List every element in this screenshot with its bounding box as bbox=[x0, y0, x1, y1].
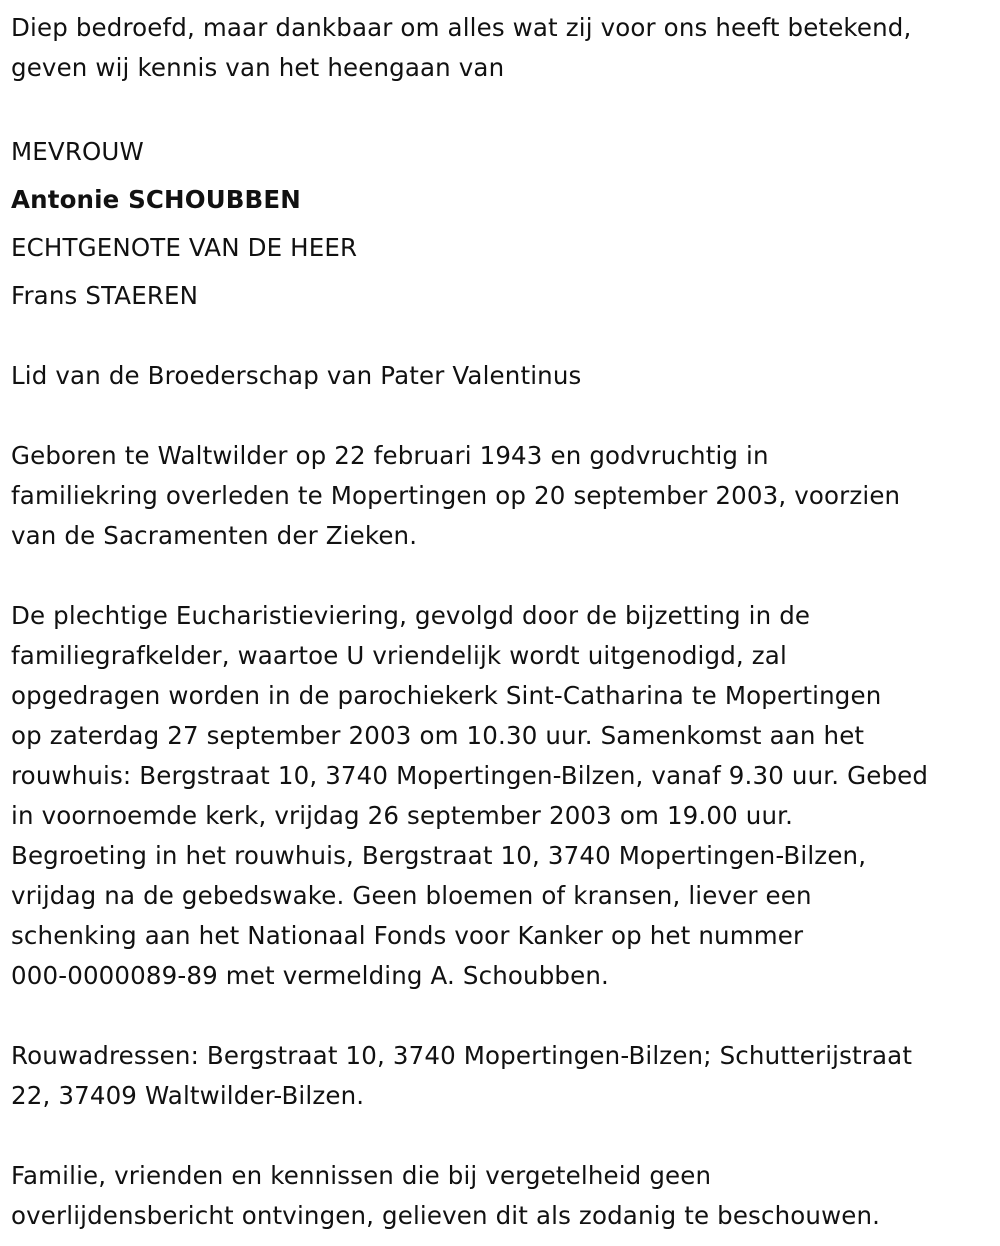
ceremony-paragraph bbox=[11, 596, 1000, 996]
paragraph-line: schenking aan het Nationaal Fonds voor Kanker op het nummer bbox=[11, 921, 804, 950]
closing-paragraph bbox=[11, 1156, 1000, 1236]
paragraph-line: Rouwadressen: Bergstraat 10, 3740 Mopertingen-Bilzen; Schutterijstraat bbox=[11, 1041, 913, 1070]
deceased-block bbox=[11, 128, 1000, 320]
paragraph-line: op zaterdag 27 september 2003 om 10.30 uur. Samenkomst aan het bbox=[11, 721, 865, 750]
addresses-paragraph bbox=[11, 1036, 1000, 1116]
paragraph-line: Familie, vrienden en kennissen die bij vergetelheid geen bbox=[11, 1161, 712, 1190]
paragraph-line: vrijdag na de gebedswake. Geen bloemen of kransen, liever een bbox=[11, 881, 812, 910]
spouse-name: Frans STAEREN bbox=[11, 281, 199, 310]
paragraph-line: Begroeting in het rouwhuis, Bergstraat 10, 3740 Mopertingen-Bilzen, bbox=[11, 841, 867, 870]
intro-line: geven wij kennis van het heengaan van bbox=[11, 53, 505, 82]
paragraph-line: 000-0000089-89 met vermelding A. Schoubben. bbox=[11, 961, 609, 990]
paragraph-line: van de Sacramenten der Zieken. bbox=[11, 521, 418, 550]
paragraph-line: 22, 37409 Waltwilder-Bilzen. bbox=[11, 1081, 365, 1110]
birth-death-paragraph bbox=[11, 436, 1000, 556]
paragraph-line: opgedragen worden in de parochiekerk Sint-Catharina te Mopertingen bbox=[11, 681, 882, 710]
deceased-title: MEVROUW bbox=[11, 137, 144, 166]
paragraph-line: Geboren te Waltwilder op 22 februari 1943 en godvruchtig in bbox=[11, 441, 769, 470]
paragraph-line: De plechtige Eucharistieviering, gevolgd door de bijzetting in de bbox=[11, 601, 811, 630]
intro-paragraph bbox=[11, 8, 1000, 88]
membership-text: Lid van de Broederschap van Pater Valentinus bbox=[11, 361, 582, 390]
paragraph-line: overlijdensbericht ontvingen, gelieven dit als zodanig te beschouwen. bbox=[11, 1201, 881, 1230]
paragraph-line: rouwhuis: Bergstraat 10, 3740 Mopertingen-Bilzen, vanaf 9.30 uur. Gebed bbox=[11, 761, 929, 790]
paragraph-line: in voornoemde kerk, vrijdag 26 september 2003 om 19.00 uur. bbox=[11, 801, 794, 830]
intro-line: Diep bedroefd, maar dankbaar om alles wat zij voor ons heeft betekend, bbox=[11, 13, 912, 42]
paragraph-line: familiegrafkelder, waartoe U vriendelijk wordt uitgenodigd, zal bbox=[11, 641, 787, 670]
paragraph-line: familiekring overleden te Mopertingen op 20 september 2003, voorzien bbox=[11, 481, 901, 510]
deceased-name: Antonie SCHOUBBEN bbox=[11, 185, 301, 214]
deceased-relation: ECHTGENOTE VAN DE HEER bbox=[11, 233, 358, 262]
